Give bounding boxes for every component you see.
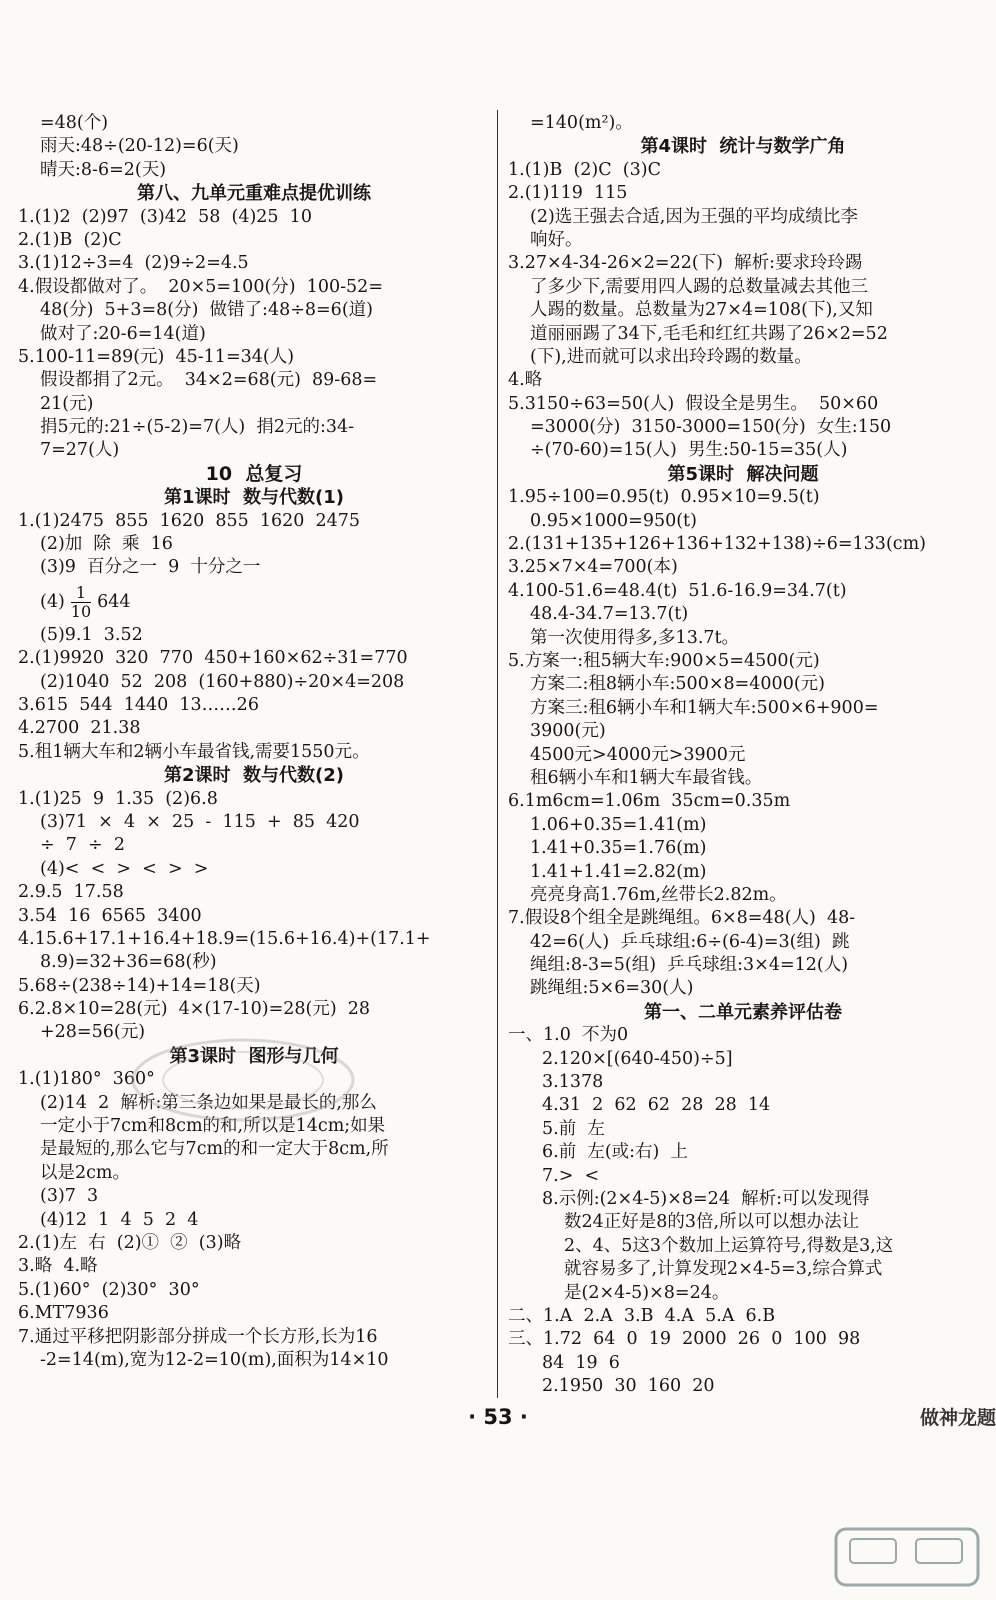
text-line: 亮亮身高1.76m,丝带长2.82m。 xyxy=(530,884,787,905)
text-line: 做对了:20-6=14(道) xyxy=(40,323,206,344)
text-line: 7.假设8个组全是跳绳组。6×8=48(人) 48- xyxy=(508,908,856,929)
brand-text: 做神龙题 xyxy=(919,1407,996,1429)
text-line: 1.41+1.41=2.82(m) xyxy=(530,861,707,882)
text-line: 跳绳组:5×6=30(人) xyxy=(530,978,694,999)
text-line: -2=14(m),宽为12-2=10(m),面积为14×10 xyxy=(40,1349,389,1370)
text-line: 8.9)=32+36=68(秒) xyxy=(40,952,217,973)
text-line: 第一次使用得多,多13.7t。 xyxy=(530,627,740,648)
text-line: =3000(分) 3150-3000=150(分) 女生:150 xyxy=(530,417,892,438)
text-line: 4500元>4000元>3900元 xyxy=(530,744,746,765)
text-line: 3.54 16 6565 3400 xyxy=(18,905,202,926)
watermark-swirl xyxy=(163,1052,323,1108)
text-segment: (4) xyxy=(40,591,65,612)
text-line: 绳组:8-3=5(组) 乒乓球组:3×4=12(人) xyxy=(530,955,849,976)
text-line: 4.假设都做对了。 20×5=100(分) 100-52= xyxy=(18,276,383,297)
text-line: 3.25×7×4=700(本) xyxy=(508,557,678,578)
text-line: 捐5元的:21÷(5-2)=7(人) 捐2元的:34- xyxy=(40,417,355,438)
text-line: 1.(1)2 (2)97 (3)42 58 (4)25 10 xyxy=(18,206,312,227)
text-line: 8.示例:(2×4-5)×8=24 解析:可以发现得 xyxy=(542,1188,870,1209)
text-line: 道丽丽踢了34下,毛毛和红红共踢了26×2=52 xyxy=(530,323,888,344)
text-line: +28=56(元) xyxy=(40,1022,146,1043)
fraction-numerator: 1 xyxy=(71,584,91,603)
text-line: 雨天:48÷(20-12)=6(天) xyxy=(40,136,239,157)
column-divider xyxy=(497,110,498,1398)
text-line: 6.前 左(或:右) 上 xyxy=(542,1142,688,1163)
text-line: (5)9.1 3.52 xyxy=(40,624,143,645)
text-line: 2.(1)左 右 (2)① ② (3)略 xyxy=(18,1232,242,1253)
section-heading: 第3课时 图形与几何 xyxy=(169,1045,339,1067)
left-column xyxy=(18,112,490,1372)
text-line: 响好。 xyxy=(530,229,583,250)
text-line: 5.方案一:租5辆大车:900×5=4500(元) xyxy=(508,650,820,671)
text-line: 方案二:租8辆小车:500×8=4000(元) xyxy=(530,674,825,695)
text-line: 租6辆小车和1辆大车最省钱。 xyxy=(530,767,763,788)
text-line: 2.(1)119 115 xyxy=(508,183,628,204)
watermark-shape xyxy=(836,1529,978,1585)
text-line: (3)71 × 4 × 25 - 115 + 85 420 xyxy=(40,811,360,832)
text-line: =140(m²)。 xyxy=(530,113,633,133)
text-line: 2.120×[(640-450)÷5] xyxy=(542,1048,733,1069)
text-line: 3.27×4-34-26×2=22(下) 解析:要求玲玲踢 xyxy=(508,253,863,274)
text-line: 3.1378 xyxy=(542,1072,604,1093)
text-line: 7.> < xyxy=(542,1165,600,1186)
text-line: 6.MT7936 xyxy=(18,1303,109,1324)
text-line: ÷(70-60)=15(人) 男生:50-15=35(人) xyxy=(530,440,848,461)
text-line: 3900(元) xyxy=(530,721,606,742)
right-column xyxy=(508,112,978,1398)
text-line: 三、1.72 64 0 19 2000 26 0 100 98 xyxy=(508,1329,861,1350)
text-line: 4.略 xyxy=(508,370,543,391)
section-heading: 第4课时 统计与数学广角 xyxy=(640,136,846,158)
page-number: · 53 · xyxy=(468,1405,528,1429)
text-line: 2.1950 30 160 20 xyxy=(542,1376,715,1397)
text-line: 4.31 2 62 62 28 28 14 xyxy=(542,1095,771,1116)
text-segment: 644 xyxy=(97,591,131,612)
text-line: 1.(1)25 9 1.35 (2)6.8 xyxy=(18,788,218,809)
text-line: 84 19 6 xyxy=(542,1352,620,1373)
text-line: 人踢的数量。总数量为27×4=108(下),又知 xyxy=(530,300,873,321)
text-line: 以是2cm。 xyxy=(40,1162,131,1183)
text-line: 5.68÷(238÷14)+14=18(天) xyxy=(18,975,261,996)
text-line: 5.100-11=89(元) 45-11=34(人) xyxy=(18,346,295,367)
text-line: 5.前 左 xyxy=(542,1118,605,1139)
text-line: 7.通过平移把阴影部分拼成一个长方形,长为16 xyxy=(18,1326,378,1347)
text-line: 3.615 544 1440 13……26 xyxy=(18,694,259,715)
text-line: 48(分) 5+3=8(分) 做错了:48÷8=6(道) xyxy=(40,300,373,321)
text-line: 7=27(人) xyxy=(40,440,120,461)
text-line: (3)9 百分之一 9 十分之一 xyxy=(40,557,261,578)
text-line: 晴天:8-6=2(天) xyxy=(40,159,167,180)
fraction-line xyxy=(18,580,490,624)
text-line: 数24正好是8的3倍,所以可以想办法让 xyxy=(564,1212,860,1233)
text-line: (下),进而就可以求出玲玲踢的数量。 xyxy=(530,346,812,367)
watermark-shape xyxy=(850,1539,896,1563)
text-line: (2)选王强去合适,因为王强的平均成绩比李 xyxy=(530,206,858,227)
text-line: 了多少下,需要用四人踢的总数量减去其他三 xyxy=(530,276,869,297)
fraction xyxy=(71,584,91,621)
section-heading: 第八、九单元重难点提优训练 xyxy=(137,183,371,205)
text-line: 5.租1辆大车和2辆小车最省钱,需要1550元。 xyxy=(18,741,370,762)
text-line: (2)14 2 解析:第三条边如果是最长的,那么 xyxy=(40,1092,377,1113)
text-line: 6.1m6cm=1.06m 35cm=0.35m xyxy=(508,791,791,812)
text-line: 3.略 4.略 xyxy=(18,1256,98,1277)
text-line: 4.2700 21.38 xyxy=(18,718,141,739)
text-line: 假设都捐了2元。 34×2=68(元) 89-68= xyxy=(40,370,378,391)
text-line: 21(元) xyxy=(40,393,94,414)
section-heading: 第2课时 数与代数(2) xyxy=(163,765,345,787)
section-heading: 第一、二单元素养评估卷 xyxy=(644,1001,842,1023)
text-line: 方案三:租6辆小车和1辆大车:500×6+900= xyxy=(530,697,879,718)
text-line: (4)12 1 4 5 2 4 xyxy=(40,1209,199,1230)
text-line: (3)7 3 xyxy=(40,1186,99,1207)
text-line: ÷ 7 ÷ 2 xyxy=(40,835,125,856)
text-line: 48.4-34.7=13.7(t) xyxy=(530,604,689,625)
text-line: 2.(1)B (2)C xyxy=(18,229,122,250)
text-line: 是(2×4-5)×8=24。 xyxy=(564,1282,730,1303)
text-line: 一定小于7cm和8cm的和,所以是14cm;如果 xyxy=(40,1116,386,1137)
text-line: 一、1.0 不为0 xyxy=(508,1025,629,1046)
chapter-heading: 10 总复习 xyxy=(205,462,303,485)
text-line: 4.100-51.6=48.4(t) 51.6-16.9=34.7(t) xyxy=(508,580,847,601)
text-line: 5.3150÷63=50(人) 假设全是男生。 50×60 xyxy=(508,393,879,414)
text-line: =48(个) xyxy=(40,113,109,133)
text-line: (4)< < > < > > xyxy=(40,858,209,879)
text-line: (2)加 除 乘 16 xyxy=(40,534,173,555)
text-line: 是最短的,那么它与7cm的和一定大于8cm,所 xyxy=(40,1139,389,1160)
section-heading: 第1课时 数与代数(1) xyxy=(163,487,345,509)
text-line: 1.(1)2475 855 1620 855 1620 2475 xyxy=(18,510,361,531)
text-line: 2.(1)9920 320 770 450+160×62÷31=770 xyxy=(18,648,408,669)
text-line: 1.(1)180° 360° xyxy=(18,1069,155,1090)
text-line: 1.41+0.35=1.76(m) xyxy=(530,838,707,859)
text-line: 就容易多了,计算发现2×4-5=3,综合算式 xyxy=(564,1259,883,1280)
text-line: (2)1040 52 208 (160+880)÷20×4=208 xyxy=(40,671,405,692)
text-line: 4.15.6+17.1+16.4+18.9=(15.6+16.4)+(17.1+ xyxy=(18,928,431,949)
fraction-denominator: 10 xyxy=(70,601,92,621)
text-line: 5.(1)60° (2)30° 30° xyxy=(18,1279,200,1300)
text-line: 42=6(人) 乒乓球组:6÷(6-4)=3(组) 跳 xyxy=(530,931,850,952)
text-line: 二、1.A 2.A 3.B 4.A 5.A 6.B xyxy=(508,1305,776,1326)
text-line: 0.95×1000=950(t) xyxy=(530,510,697,531)
section-heading: 第5课时 解决问题 xyxy=(667,463,819,485)
watermark-logo xyxy=(118,1025,368,1135)
text-line: 2.9.5 17.58 xyxy=(18,882,124,903)
text-line: 1.(1)B (2)C (3)C xyxy=(508,159,661,180)
text-line: 6.2.8×10=28(元) 4×(17-10)=28(元) 28 xyxy=(18,999,371,1020)
text-line: 2.(131+135+126+136+132+138)÷6=133(cm) xyxy=(508,534,926,555)
watermark-shape xyxy=(916,1539,962,1563)
text-line: 3.(1)12÷3=4 (2)9÷2=4.5 xyxy=(18,253,249,274)
watermark-badge-icon xyxy=(832,1525,982,1589)
text-line: 1.06+0.35=1.41(m) xyxy=(530,814,707,835)
text-line: 1.95÷100=0.95(t) 0.95×10=9.5(t) xyxy=(508,487,820,508)
text-line: 2、4、5这3个数加上运算符号,得数是3,这 xyxy=(564,1235,894,1256)
